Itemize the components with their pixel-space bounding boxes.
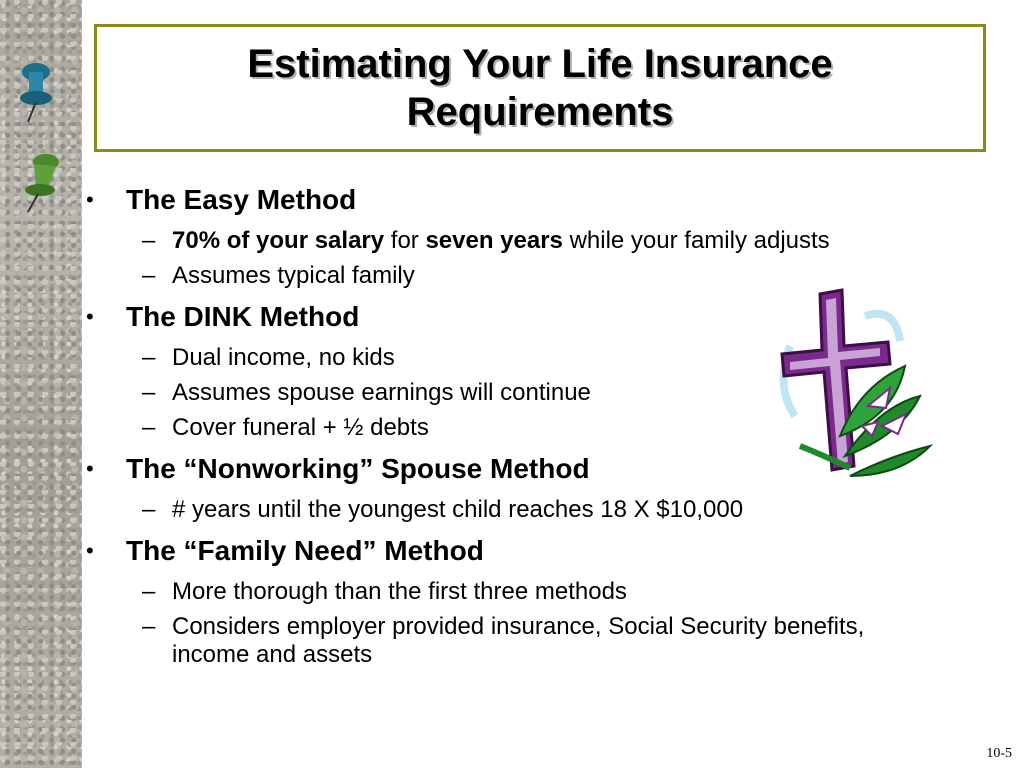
slide-title-box — [94, 24, 986, 152]
title-line-2: Requirements — [406, 90, 674, 134]
dash-icon: – — [142, 578, 156, 605]
bullet-icon: • — [86, 456, 94, 481]
bullet-easy-method — [86, 180, 1016, 220]
bullet-family-need-method — [86, 531, 1016, 571]
dash-icon: – — [142, 379, 156, 406]
title-line-1: Estimating Your Life Insurance — [247, 42, 833, 86]
dash-icon: – — [142, 613, 156, 640]
sub-item — [86, 496, 1016, 524]
dash-icon: – — [142, 227, 156, 254]
bullet-heading: The “Family Need” Method — [126, 535, 484, 566]
pushpin-icon — [18, 150, 62, 214]
sub-item-bold: 70% of your salary — [172, 227, 385, 254]
stone-texture-sidebar — [0, 0, 82, 768]
sub-item-text: Considers employer provided insurance, Social Security benefits, — [172, 613, 865, 640]
bullet-heading: The “Nonworking” Spouse Method — [126, 453, 590, 484]
sub-item-text: while your family adjusts — [562, 227, 830, 254]
dash-icon: – — [142, 344, 156, 371]
dash-icon: – — [142, 414, 156, 441]
sub-item-text: Cover funeral + ½ debts — [172, 414, 429, 441]
sub-item-text: More thorough than the first three methods — [172, 578, 627, 605]
bullet-icon: • — [86, 538, 94, 563]
slide-number: 10-5 — [986, 746, 1012, 761]
sub-item-text: # years until the youngest child reaches 18 X $10,000 — [172, 496, 744, 523]
sub-item-text: income and assets — [172, 641, 373, 668]
sub-item-text: Dual income, no kids — [172, 344, 395, 371]
dash-icon: – — [142, 262, 156, 289]
sub-item-text: Assumes spouse earnings will continue — [172, 379, 591, 406]
bullet-icon: • — [86, 187, 94, 212]
slide-title — [247, 40, 832, 136]
dash-icon: – — [142, 496, 156, 523]
sub-item-bold: seven years — [425, 227, 563, 254]
bullet-icon: • — [86, 304, 94, 329]
sub-item — [86, 613, 1016, 669]
sub-item — [86, 227, 1016, 255]
sub-item-text: for — [384, 227, 426, 254]
sub-item — [86, 578, 1016, 606]
cross-with-lilies-icon — [770, 286, 940, 486]
pushpin-icon — [16, 60, 56, 124]
bullet-heading: The Easy Method — [126, 184, 357, 215]
sub-item-text: Assumes typical family — [172, 262, 415, 289]
bullet-heading: The DINK Method — [126, 301, 360, 332]
